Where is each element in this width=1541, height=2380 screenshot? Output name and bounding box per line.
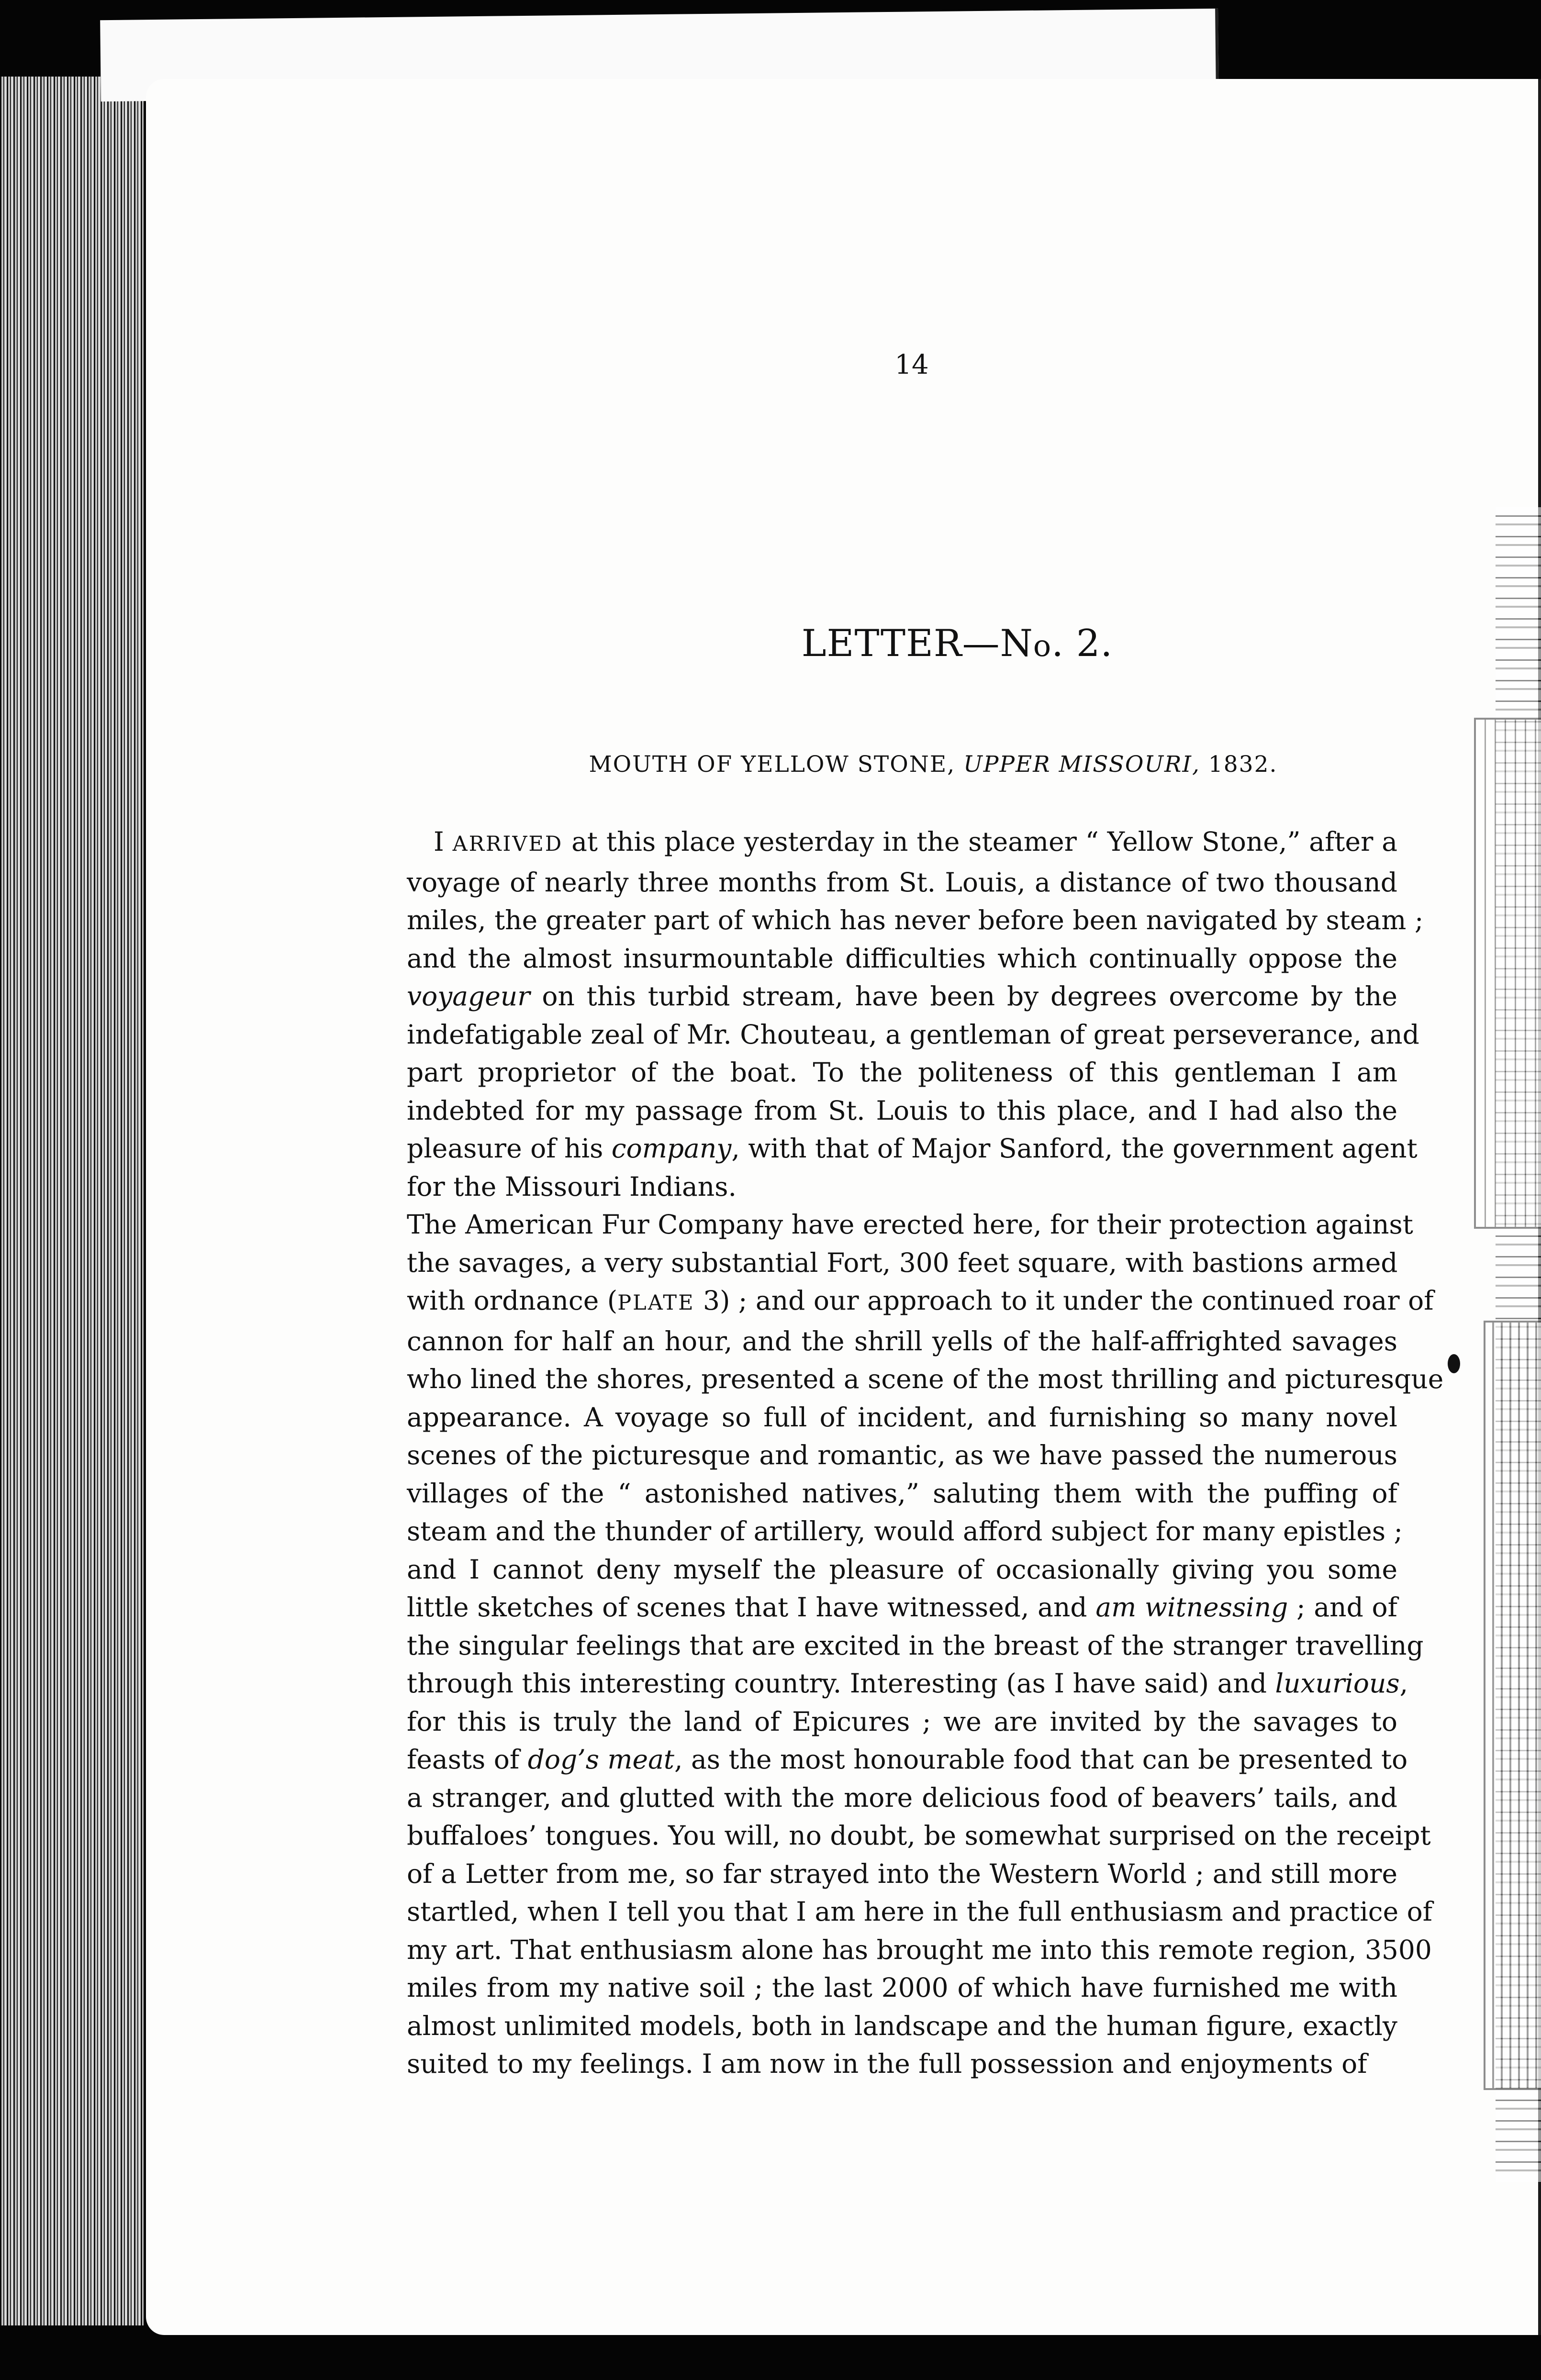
italic-text: luxurious	[1275, 1668, 1400, 1699]
text-line	[407, 978, 1397, 1016]
book-spine-edge	[0, 77, 144, 2325]
text-run: cannon for half an hour, and the shrill yells of the half-affrighted savages	[407, 1325, 1397, 1357]
text-run: appearance. A voyage so full of incident, and furnishing so many novel	[407, 1401, 1397, 1433]
text-run: suited to my feelings. I am now in the full possession and enjoyments of	[407, 2048, 1367, 2079]
text-line	[407, 1779, 1397, 1817]
text-run: little sketches of scenes that I have witnessed, and	[407, 1592, 1096, 1623]
text-line	[407, 1016, 1419, 1054]
text-run: buffaloes’ tongues. You will, no doubt, be somewhat surprised on the receipt	[407, 1820, 1431, 1851]
paragraph-2	[407, 1206, 1444, 2083]
text-run: scenes of the picturesque and romantic, as we have passed the numerous	[407, 1440, 1397, 1470]
text-line	[407, 1436, 1397, 1475]
text-run: a stranger, and glutted with the more delicious food of beavers’ tails, and	[407, 1782, 1397, 1813]
text-line	[407, 1703, 1397, 1741]
text-line	[407, 940, 1397, 978]
text-run: I	[434, 826, 453, 857]
text-line	[407, 1627, 1424, 1665]
text-run: almost unlimited models, both in landscape and the human figure, exactly	[407, 2010, 1397, 2041]
text-line	[407, 1551, 1397, 1589]
text-run: feasts of	[407, 1744, 528, 1775]
text-run: , as the most honourable food that can be presented to	[674, 1744, 1408, 1775]
ink-blot	[1448, 1354, 1460, 1373]
italic-text: am witnessing	[1095, 1592, 1288, 1623]
paragraph-1	[407, 823, 1424, 1206]
text-run: the singular feelings that are excited in the breast of the stranger travelling	[407, 1630, 1424, 1661]
text-run: and I cannot deny myself the pleasure of occasionally giving you some	[407, 1554, 1397, 1585]
text-line	[407, 901, 1424, 940]
text-run: steam and the thunder of artillery, would afford subject for many epistles ;	[407, 1516, 1403, 1546]
text-line	[407, 1817, 1431, 1855]
text-run: and the almost insurmountable difficulties which continually oppose the	[407, 943, 1397, 974]
text-line	[407, 1665, 1408, 1703]
text-run: at this place yesterday in the steamer “ Yellow Stone,” after a	[563, 826, 1397, 857]
text-line	[407, 864, 1397, 902]
italic-text: company	[611, 1133, 732, 1164]
text-line	[407, 823, 1397, 864]
text-line	[407, 1206, 1413, 1244]
dateline-year: 1832.	[1208, 751, 1278, 778]
text-line	[407, 1589, 1397, 1627]
text-run: indefatigable zeal of Mr. Chouteau, a gentleman of great perseverance, and	[407, 1019, 1419, 1050]
text-run: the savages, a very substantial Fort, 300 feet square, with bastions armed	[407, 1247, 1398, 1278]
text-run: with ordnance (	[407, 1285, 618, 1316]
text-run: my art. That enthusiasm alone has brought me into this remote region, 3500	[407, 1934, 1432, 1965]
dateline-region: UPPER MISSOURI,	[963, 751, 1200, 778]
text-line	[407, 1475, 1397, 1513]
italic-text: dog’s meat	[527, 1744, 675, 1775]
small-caps-text: PLATE	[617, 1291, 695, 1315]
letter-title	[622, 622, 1292, 665]
title-main: LETTER—N	[801, 622, 1033, 665]
letter-body	[407, 823, 1444, 2083]
text-line	[407, 1855, 1397, 1893]
text-run: ; and of	[1288, 1592, 1397, 1623]
text-line	[407, 1931, 1432, 1969]
text-line	[407, 1513, 1403, 1551]
text-run: indebted for my passage from St. Louis to this place, and I had also the	[407, 1095, 1397, 1126]
text-line	[407, 1282, 1434, 1323]
dateline	[526, 751, 1340, 778]
text-line	[407, 1741, 1408, 1779]
text-run: , with that of Major Sanford, the government agent	[731, 1133, 1418, 1164]
facing-plate-frame-upper	[1474, 718, 1541, 1229]
text-run: miles from my native soil ; the last 2000 of which have furnished me with	[407, 1972, 1397, 2003]
facing-plate-frame-lower	[1484, 1321, 1541, 2090]
text-line	[407, 2045, 1397, 2083]
text-run: villages of the “ astonished natives,” saluting them with the puffing of	[407, 1478, 1397, 1509]
text-line	[407, 1893, 1433, 1931]
text-run: pleasure of his	[407, 1133, 612, 1164]
italic-text: voyageur	[407, 981, 530, 1012]
small-caps-text: ARRIVED	[452, 832, 563, 856]
text-line	[407, 1092, 1397, 1130]
text-line	[407, 1323, 1397, 1361]
text-run: on this turbid stream, have been by degrees overcome by the	[530, 981, 1397, 1012]
title-suffix: o	[1033, 628, 1052, 663]
text-run: miles, the greater part of which has never before been navigated by steam ;	[407, 905, 1424, 935]
dateline-place: MOUTH OF YELLOW STONE,	[589, 751, 956, 778]
text-run: through this interesting country. Interesting (as I have said) and	[407, 1668, 1275, 1699]
text-run: The American Fur Company have erected here, for their protection against	[407, 1209, 1413, 1240]
text-run: voyage of nearly three months from St. Louis, a distance of two thousand	[407, 867, 1397, 898]
text-run: of a Letter from me, so far strayed into the Western World ; and still more	[407, 1858, 1397, 1889]
text-run: for the Missouri Indians.	[407, 1171, 737, 1202]
text-line	[407, 1360, 1444, 1399]
text-line	[407, 1244, 1397, 1282]
title-end: . 2.	[1051, 622, 1113, 665]
text-run: startled, when I tell you that I am here in the full enthusiasm and practice of	[407, 1896, 1433, 1927]
text-run: part proprietor of the boat. To the politeness of this gentleman I am	[407, 1057, 1397, 1088]
text-run: 3) ; and our approach to it under the continued roar of	[694, 1285, 1434, 1316]
text-run: ,	[1399, 1668, 1408, 1699]
text-run: for this is truly the land of Epicures ; we are invited by the savages to	[407, 1706, 1397, 1737]
page-number: 14	[894, 349, 929, 380]
text-run: who lined the shores, presented a scene of the most thrilling and picturesque	[407, 1364, 1444, 1394]
text-line	[407, 1054, 1397, 1092]
text-line	[407, 2007, 1397, 2046]
text-line	[407, 1399, 1397, 1437]
text-line	[407, 1130, 1418, 1168]
text-line	[407, 1969, 1397, 2007]
text-line	[407, 1168, 1397, 1206]
